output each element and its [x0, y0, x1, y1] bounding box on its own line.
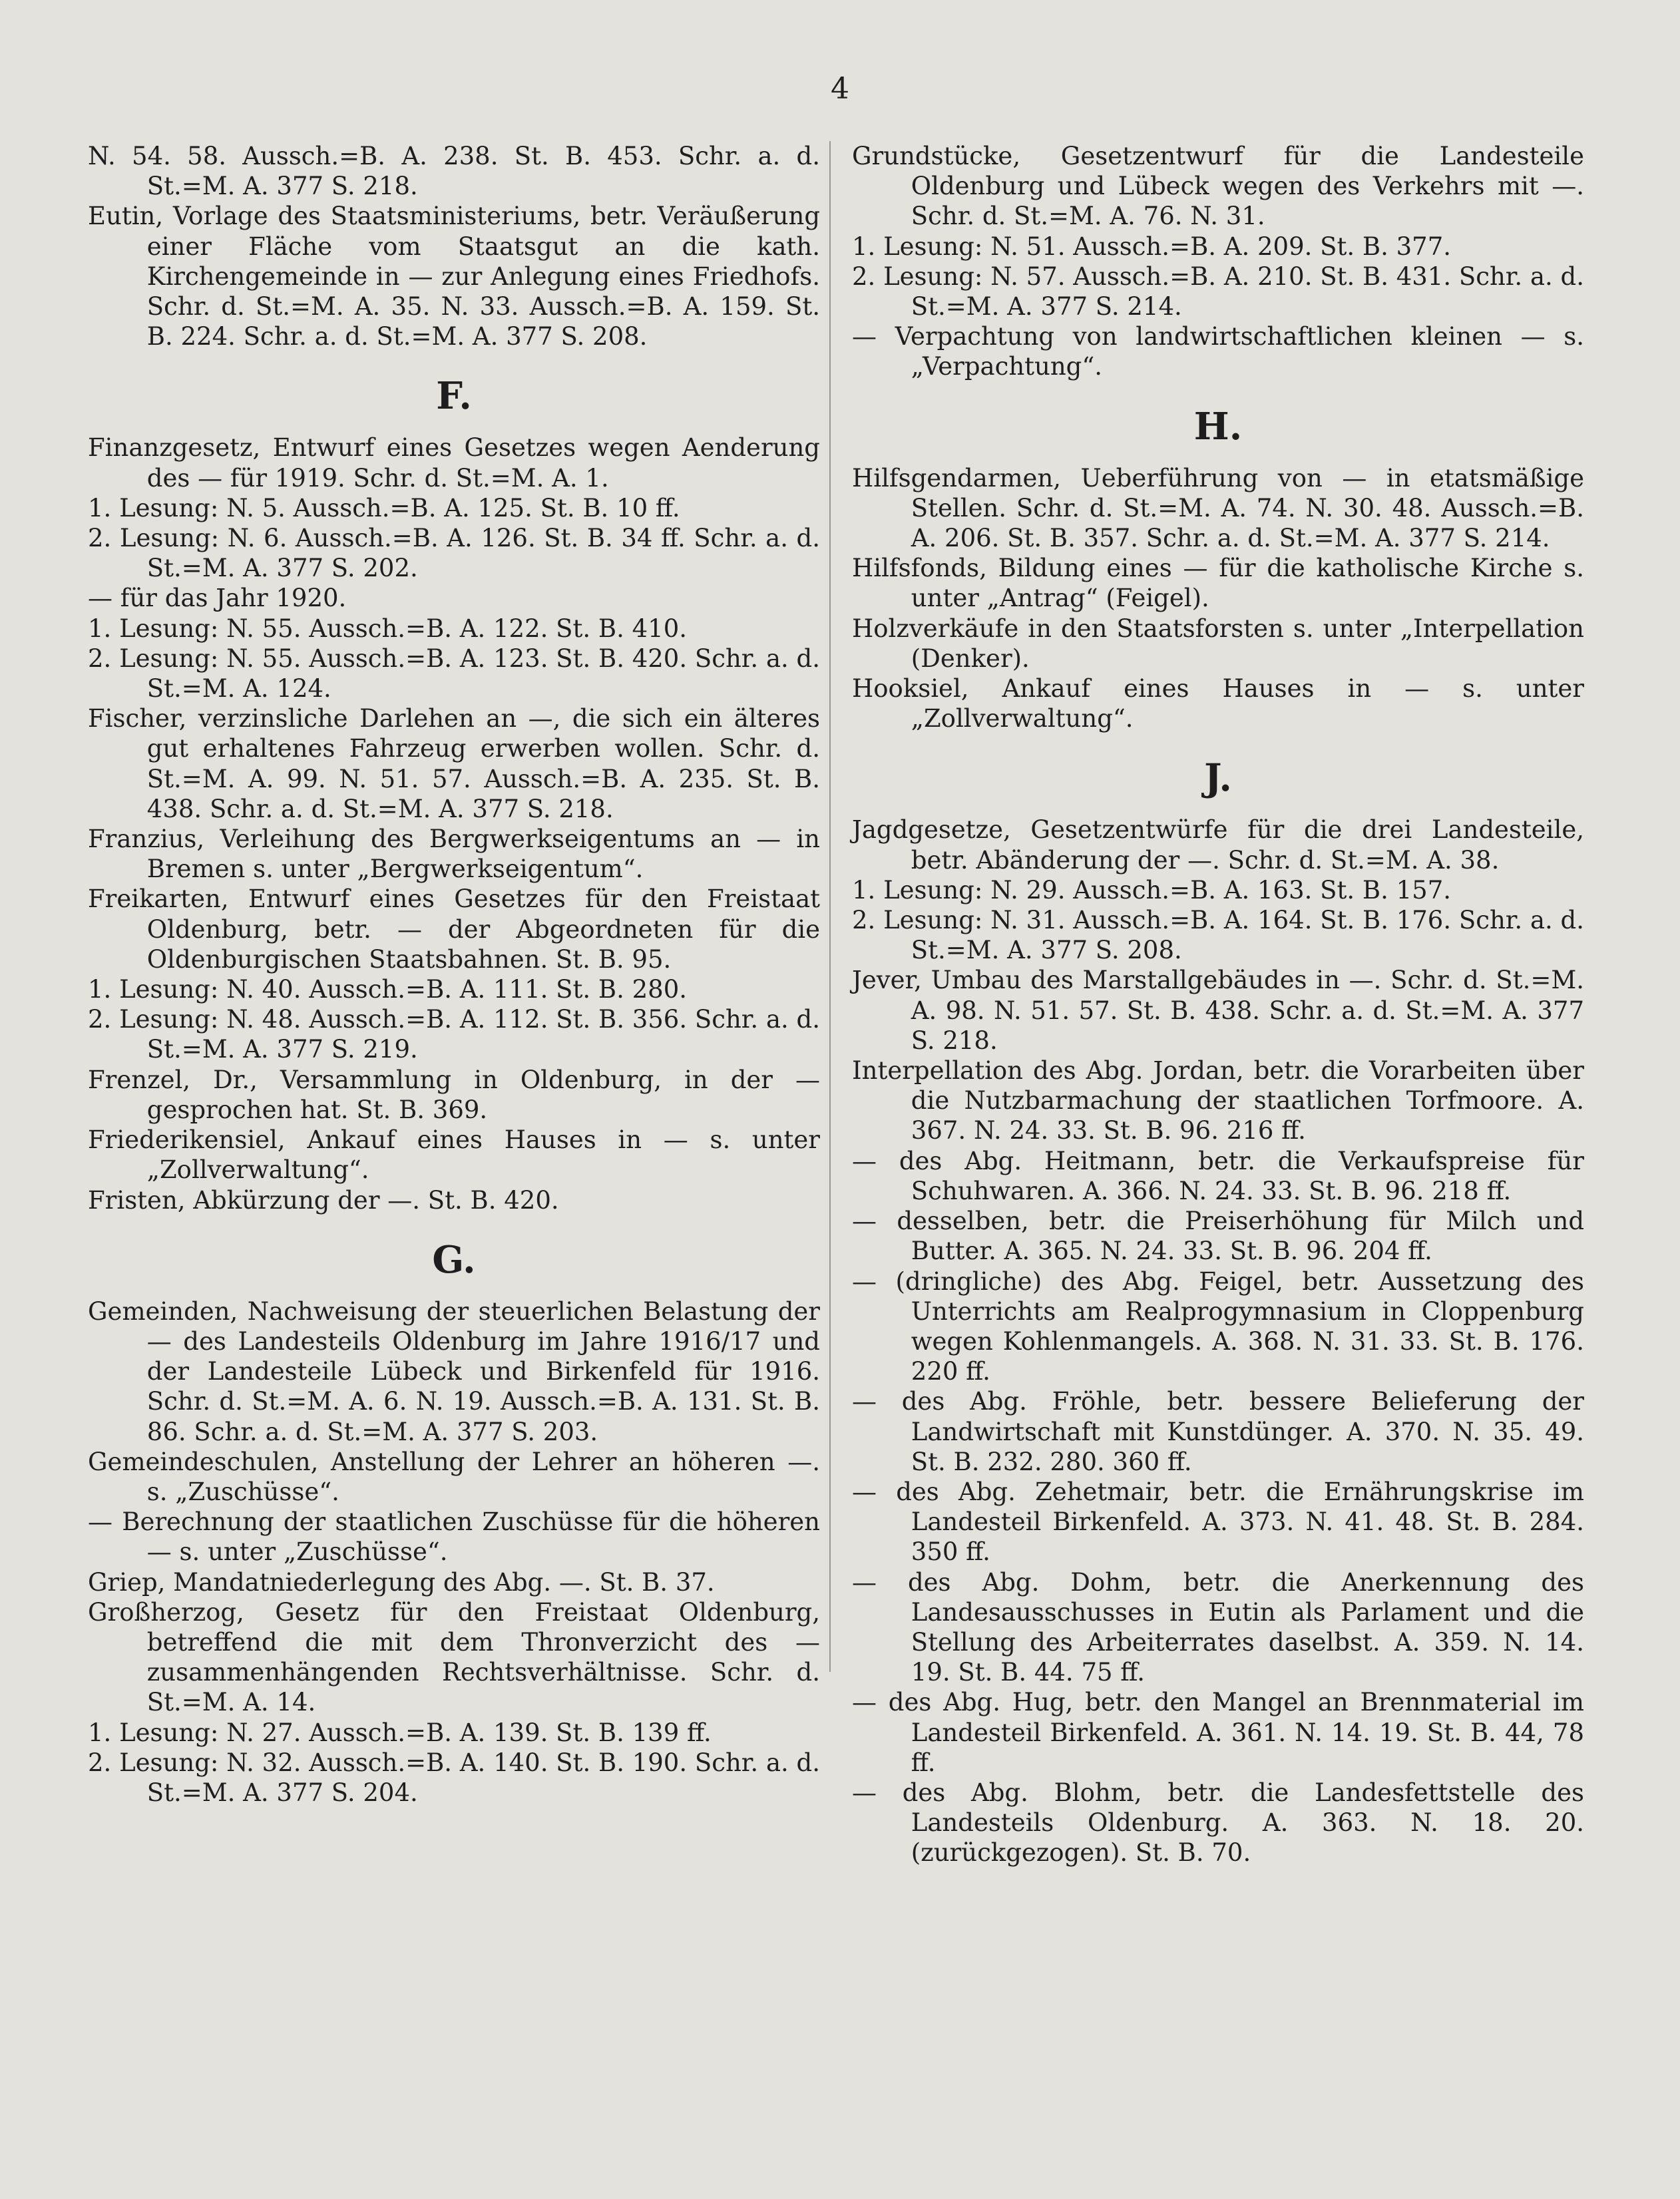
section-heading: F.	[436, 374, 472, 419]
index-entry: Frenzel, Dr., Versammlung in Oldenburg, in der — gesprochen hat. St. B. 369.	[88, 1065, 820, 1124]
index-entry: Finanzgesetz, Entwurf eines Gesetzes wegen Aenderung des — für 1919. Schr. d. St.=M. A. 1.	[88, 433, 820, 493]
sub-entry: — Verpachtung von landwirtschaftlichen kleinen — s. „Verpachtung“.	[852, 322, 1584, 381]
section-heading: G.	[432, 1237, 476, 1282]
reading-entry: 2. Lesung: N. 55. Aussch.=B. A. 123. St. B. 420. Schr. a. d. St.=M. A. 124.	[88, 644, 820, 703]
sub-entry: — desselben, betr. die Preiserhöhung für Milch und Butter. A. 365. N. 24. 33. St. B. 96. 204 ff.	[852, 1207, 1584, 1266]
reading-entry: 2. Lesung: N. 57. Aussch.=B. A. 210. St. B. 431. Schr. a. d. St.=M. A. 377 S. 214.	[852, 262, 1584, 321]
reading-entry: 1. Lesung: N. 51. Aussch.=B. A. 209. St. B. 377.	[852, 232, 1451, 261]
page-number: 4	[831, 72, 849, 106]
index-entry: Holzverkäufe in den Staatsforsten s. unter „Interpellation (Denker).	[852, 614, 1584, 673]
index-entry: Freikarten, Entwurf eines Gesetzes für den Freistaat Oldenburg, betr. — der Abgeordneten für die Oldenburgischen Staatsbahnen. St. B. 95.	[88, 885, 820, 974]
section-heading: H.	[1193, 404, 1243, 449]
right-column	[852, 141, 1584, 1868]
column-divider	[829, 141, 831, 1672]
sub-entry: — des Abg. Fröhle, betr. bessere Belieferung der Landwirtschaft mit Kunstdünger. A. 370. N. 35. 49. St. B. 232. 280. 360 ff.	[852, 1387, 1584, 1476]
sub-entry: — für das Jahr 1920.	[88, 584, 347, 613]
sub-entry: — des Abg. Heitmann, betr. die Verkaufspreise für Schuhwaren. A. 366. N. 24. 33. St. B. 96. 218 ff.	[852, 1146, 1584, 1205]
index-entry: Hilfsgendarmen, Ueberführung von — in etatsmäßige Stellen. Schr. d. St.=M. A. 74. N. 30. 48. Aussch.=B. A. 206. St. B. 357. Schr. a. d. St.=M. A. 377 S. 214.	[852, 463, 1584, 553]
left-column	[88, 141, 820, 1808]
index-entry: Interpellation des Abg. Jordan, betr. die Vorarbeiten über die Nutzbarmachung der staatlichen Torfmoore. A. 367. N. 24. 33. St. B. 96. 216 ff.	[852, 1056, 1584, 1145]
sub-entry: — des Abg. Blohm, betr. die Landesfettstelle des Landesteils Oldenburg. A. 363. N. 18. 20. (zurückgezogen). St. B. 70.	[852, 1778, 1584, 1868]
reading-entry: 2. Lesung: N. 31. Aussch.=B. A. 164. St. B. 176. Schr. a. d. St.=M. A. 377 S. 208.	[852, 906, 1584, 965]
index-entry: Hilfsfonds, Bildung eines — für die katholische Kirche s. unter „Antrag“ (Feigel).	[852, 554, 1584, 613]
index-entry: Hooksiel, Ankauf eines Hauses in — s. unter „Zollverwaltung“.	[852, 674, 1584, 733]
index-entry: Gemeindeschulen, Anstellung der Lehrer an höheren —. s. „Zuschüsse“.	[88, 1447, 820, 1506]
index-entry: Eutin, Vorlage des Staatsministeriums, betr. Veräußerung einer Fläche vom Staatsgut an die kath. Kirchengemeinde in — zur Anlegung eines Friedhofs. Schr. d. St.=M. A. 35. N. 33. Aussch.=B. A. 159. St. B. 224. Schr. a. d. St.=M. A. 377 S. 208.	[88, 202, 820, 351]
sub-entry: — des Abg. Hug, betr. den Mangel an Brennmaterial im Landesteil Birkenfeld. A. 361. N. 14. 19. St. B. 44, 78 ff.	[852, 1688, 1584, 1777]
index-entry: Grundstücke, Gesetzentwurf für die Landesteile Oldenburg und Lübeck wegen des Verkehrs mit —. Schr. d. St.=M. A. 76. N. 31.	[852, 142, 1584, 231]
index-entry: Fristen, Abkürzung der —. St. B. 420.	[88, 1185, 559, 1215]
reading-entry: 2. Lesung: N. 6. Aussch.=B. A. 126. St. B. 34 ff. Schr. a. d. St.=M. A. 377 S. 202.	[88, 524, 820, 583]
index-entry: Jagdgesetze, Gesetzentwürfe für die drei Landesteile, betr. Abänderung der —. Schr. d. St.=M. A. 38.	[852, 815, 1584, 875]
reading-entry: 1. Lesung: N. 55. Aussch.=B. A. 122. St. B. 410.	[88, 614, 687, 643]
index-entry: Großherzog, Gesetz für den Freistaat Oldenburg, betreffend die mit dem Thronverzicht des — zusammenhängenden Rechtsverhältnisse. Schr. d. St.=M. A. 14.	[88, 1597, 820, 1717]
reading-entry: 1. Lesung: N. 5. Aussch.=B. A. 125. St. B. 10 ff.	[88, 493, 680, 522]
reading-entry: 1. Lesung: N. 40. Aussch.=B. A. 111. St. B. 280.	[88, 975, 687, 1004]
sub-entry: — des Abg. Dohm, betr. die Anerkennung des Landesausschusses in Eutin als Parlament und die Stellung des Arbeiterrates daselbst. A. 359. N. 14. 19. St. B. 44. 75 ff.	[852, 1567, 1584, 1687]
reading-entry: 2. Lesung: N. 48. Aussch.=B. A. 112. St. B. 356. Schr. a. d. St.=M. A. 377 S. 219.	[88, 1005, 820, 1064]
index-entry: Gemeinden, Nachweisung der steuerlichen Belastung der — des Landesteils Oldenburg im Jahre 1916/17 und der Landesteile Lübeck und Birkenfeld für 1916. Schr. d. St.=M. A. 6. N. 19. Aussch.=B. A. 131. St. B. 86. Schr. a. d. St.=M. A. 377 S. 203.	[88, 1297, 820, 1446]
section-heading: J.	[1204, 756, 1232, 801]
reading-entry: 1. Lesung: N. 27. Aussch.=B. A. 139. St. B. 139 ff.	[88, 1718, 712, 1747]
sub-entry: — Berechnung der staatlichen Zuschüsse für die höheren — s. unter „Zuschüsse“.	[88, 1507, 820, 1567]
index-entry: Franzius, Verleihung des Bergwerkseigentums an — in Bremen s. unter „Bergwerkseigentum“.	[88, 825, 820, 884]
index-entry: Friederikensiel, Ankauf eines Hauses in — s. unter „Zollverwaltung“.	[88, 1125, 820, 1185]
sub-entry: — (dringliche) des Abg. Feigel, betr. Aussetzung des Unterrichts am Realprogymnasium in Cloppenburg wegen Kohlenmangels. A. 368. N. 31. 33. St. B. 176. 220 ff.	[852, 1267, 1584, 1386]
index-entry: Fischer, verzinsliche Darlehen an —, die sich ein älteres gut erhaltenes Fahrzeug erwerben wollen. Schr. d. St.=M. A. 99. N. 51. 57. Aussch.=B. A. 235. St. B. 438. Schr. a. d. St.=M. A. 377 S. 218.	[88, 704, 820, 823]
index-entry: Jever, Umbau des Marstallgebäudes in —. Schr. d. St.=M. A. 98. N. 51. 57. St. B. 438. Schr. a. d. St.=M. A. 377 S. 218.	[852, 966, 1584, 1055]
index-entry: Griep, Mandatniederlegung des Abg. —. St. B. 37.	[88, 1567, 715, 1597]
reading-entry: 1. Lesung: N. 29. Aussch.=B. A. 163. St. B. 157.	[852, 875, 1451, 904]
index-entry: N. 54. 58. Aussch.=B. A. 238. St. B. 453. Schr. a. d. St.=M. A. 377 S. 218.	[88, 142, 820, 201]
reading-entry: 2. Lesung: N. 32. Aussch.=B. A. 140. St. B. 190. Schr. a. d. St.=M. A. 377 S. 204.	[88, 1748, 820, 1807]
sub-entry: — des Abg. Zehetmair, betr. die Ernährungskrise im Landesteil Birkenfeld. A. 373. N. 41. 48. St. B. 284. 350 ff.	[852, 1477, 1584, 1567]
